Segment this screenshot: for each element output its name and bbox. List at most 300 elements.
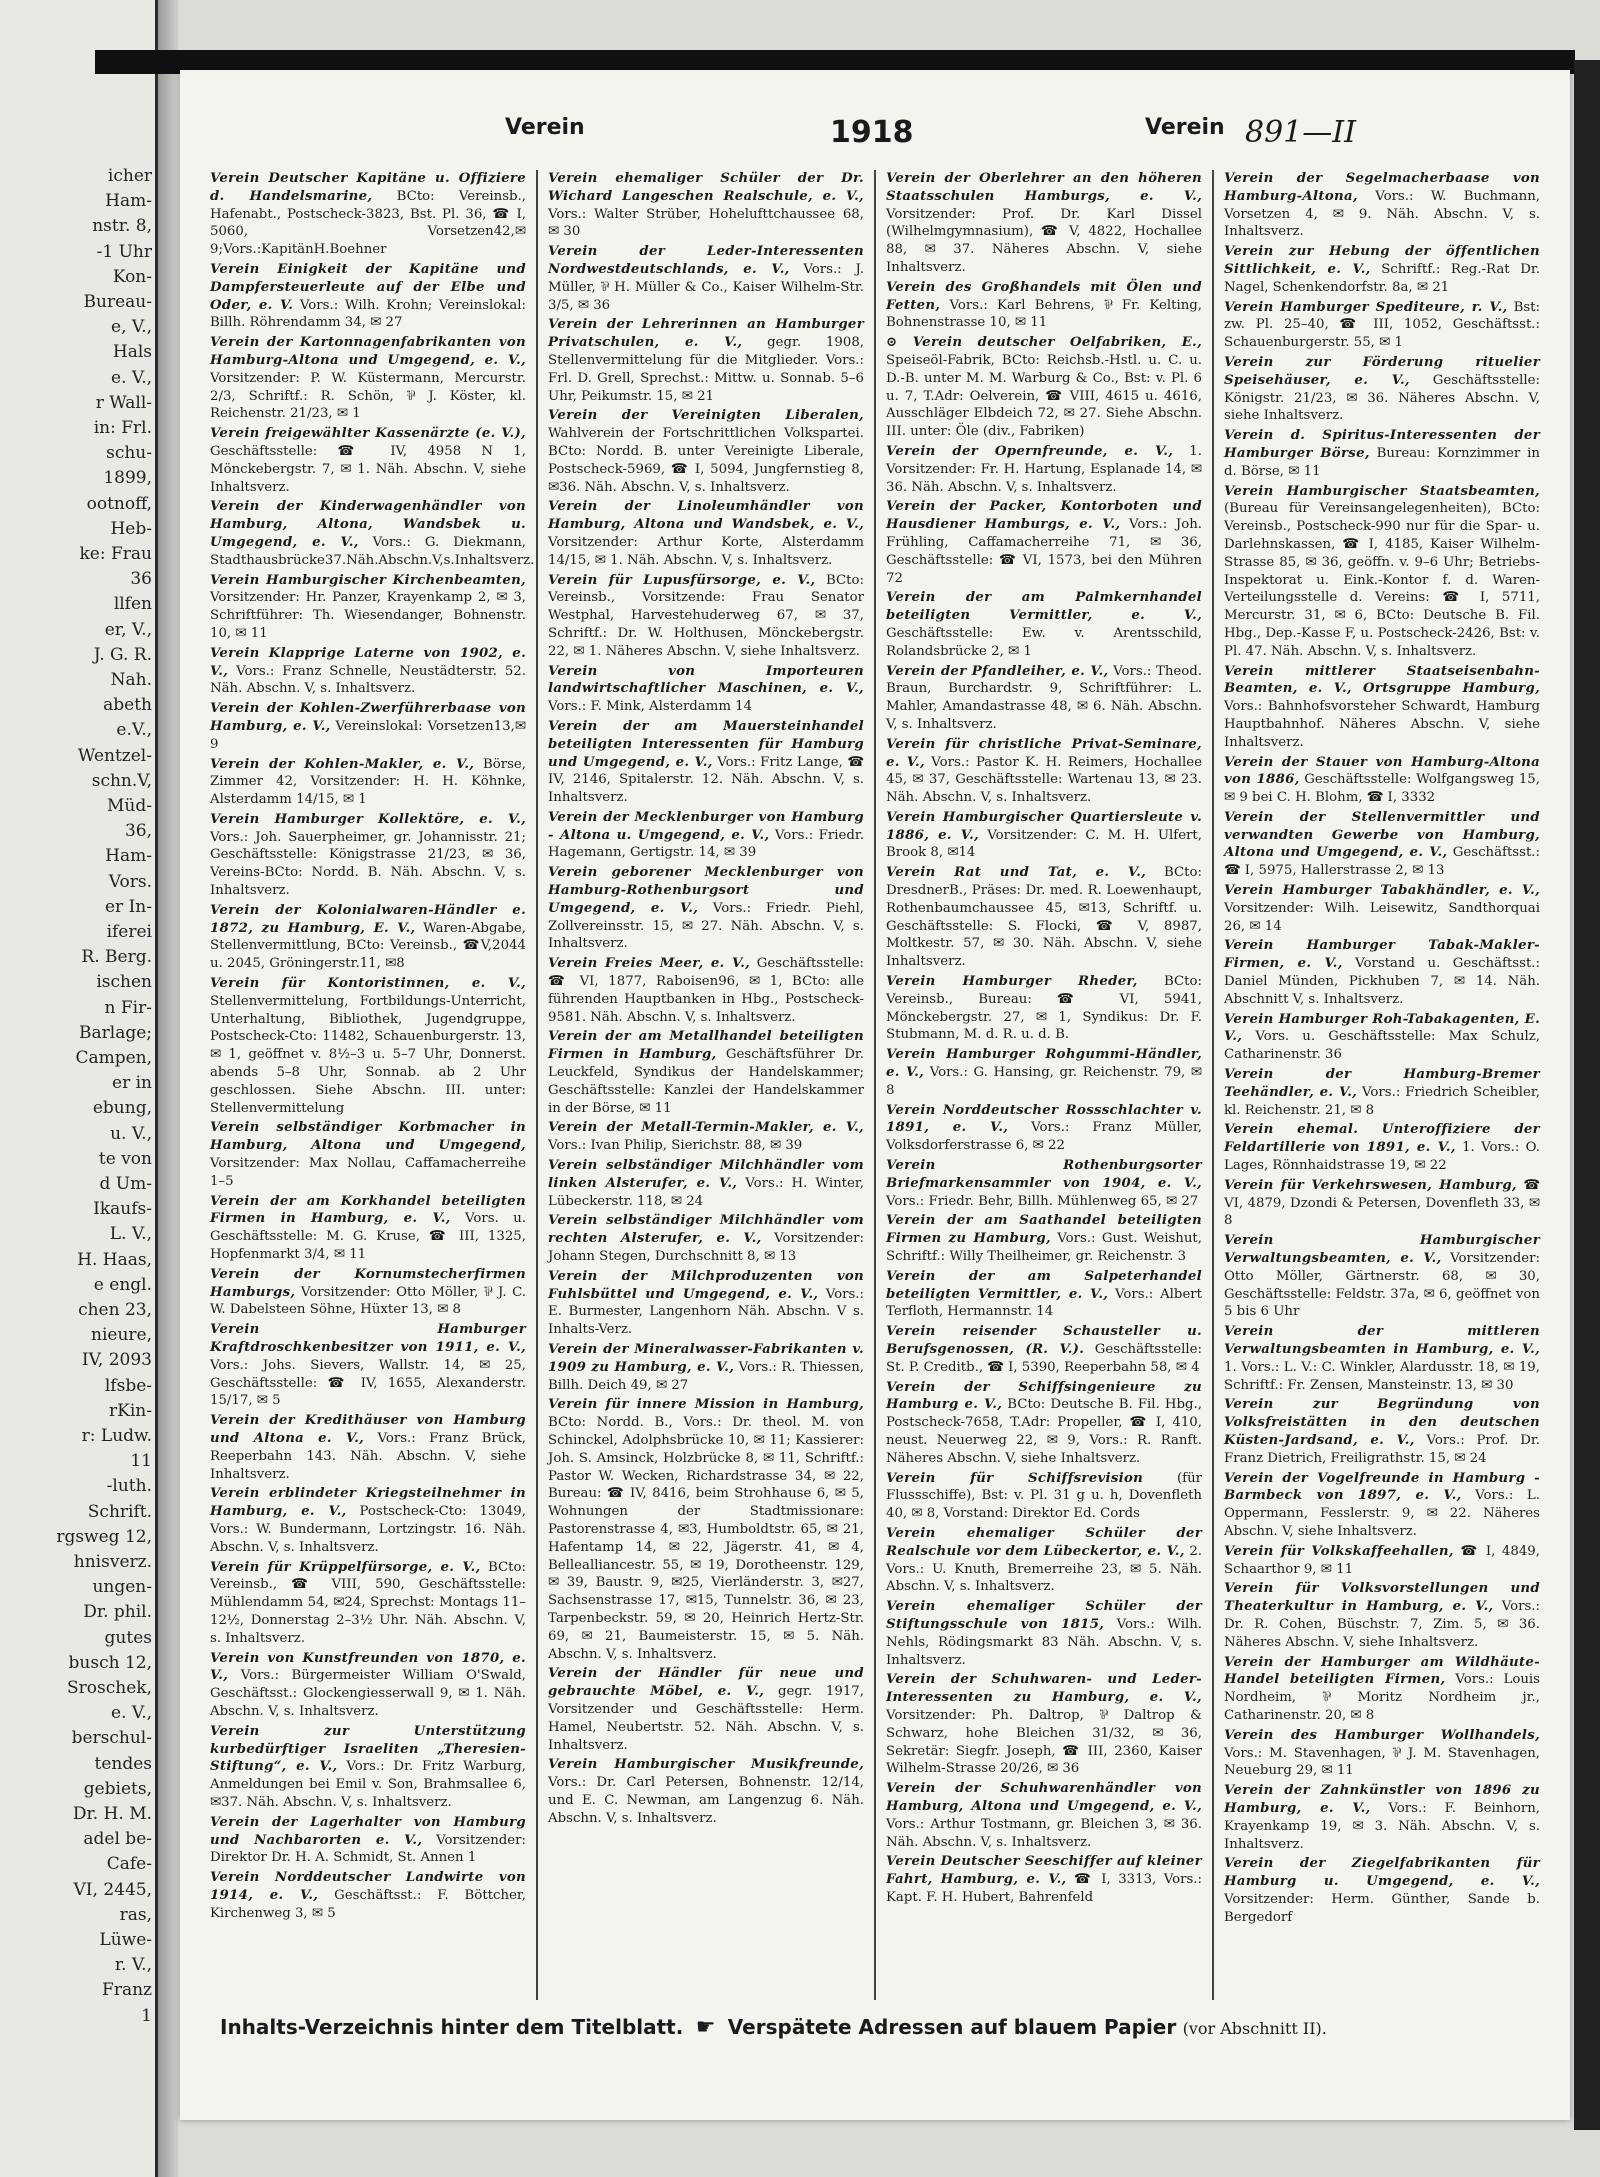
gutter-fragment: adel be- <box>83 1829 152 1850</box>
entry-details: Bureau: Kornzimmer in d. Börse, ✉ 11 <box>1224 445 1540 479</box>
entry-heading: Verein für christliche Privat-Seminare, e. V., <box>886 736 1202 770</box>
entry-details: Bst: zw. Pl. 25–40, ☎ III, 1052, Geschäftsst.: Schauenburgerstr. 55, ✉ 1 <box>1224 299 1540 351</box>
directory-entry <box>886 1470 1202 1523</box>
running-head-year: 1918 <box>830 115 914 150</box>
directory-page <box>180 70 1570 2120</box>
entry-heading: Verein Deutscher Kapitäne u. Offiziere d. Handelsmarine, <box>210 171 526 204</box>
entry-details: Vorsitzender: Wilh. Leisewitz, Sandthorquai 26, ✉ 14 <box>1224 900 1540 934</box>
entry-details: Vorsitzender: Otto Möller, Gärtnerstr. 68, ✉ 30, Geschäftsstelle: Feldstr. 37a, ✉ 6, geöffnet von 5 bis 6 Uhr <box>1224 1251 1540 1320</box>
directory-entry <box>886 443 1202 496</box>
gutter-fragment: u. V., <box>110 1123 152 1144</box>
gutter-fragment: Campen, <box>75 1048 152 1068</box>
entry-heading: Verein selbständiger Milchhändler vom linken Alsterufer, e. V., <box>548 1158 864 1191</box>
entry-details: Vors.: Theod. Braun, Burchardstr. 9, Schriftführer: L. Mahler, Amandastrasse 48, ✉ 6. Näh. Abschn. V, s. Inhaltsverz. <box>886 663 1203 732</box>
entry-heading: Verein Hamburger Rheder, <box>886 974 1138 990</box>
gutter-fragment: schn.V, <box>91 770 152 791</box>
directory-entry <box>548 407 864 496</box>
entry-details: Speiseöl-Fabrik, BCto: Reichsb.-Hstl. u. C. u. D.-B. unter M. M. Warburg & Co., Bst: v. Pl. 6 u. 7, T.Adr: Oelverein, ☎ VIII, 4615 u. 4616, Ausschläger Elbdeich 72, ✉ 27. Siehe Abschn. III. unter: Öle (div., Fabriken) <box>886 352 1202 440</box>
gutter-fragment: er, V., <box>104 619 152 640</box>
gutter-fragment: r Wall- <box>95 392 152 413</box>
gutter-fragment: 1 <box>141 2005 152 2026</box>
entry-heading: Verein Hamburger Kollektöre, e. V., <box>210 811 526 827</box>
directory-entry <box>210 1321 526 1410</box>
entry-heading: Verein Hamburger Tabakhändler, e. V., <box>1224 883 1540 899</box>
gutter-fragment: Lüwe- <box>99 1930 152 1950</box>
directory-entry <box>886 1102 1202 1155</box>
entry-details: ☎ I, 3313, Vors.: Kapt. F. H. Hubert, Bahrenfeld <box>886 1872 1203 1905</box>
entry-details: Geschäftsst.: ☎ I, 5975, Hallerstrasse 2, ✉ 13 <box>1224 845 1540 879</box>
entry-heading: Verein der am Salpeterhandel beteiligten Vermittler, e. V., <box>886 1268 1202 1302</box>
entry-details: Vors. u. Geschäftsstelle: Max Schulz, Catharinenstr. 36 <box>1224 1029 1540 1063</box>
page-footer <box>220 2015 1520 2055</box>
entry-details: BCto: Vereinsb., Vorsitzende: Frau Senator Westphal, Harvestehuderweg 67, ✉ 37, Schriftf.: Dr. W. Holthusen, Mönckebergstr. 22, ✉ 1. Näheres Abschn. V, siehe Inhaltsverz. <box>548 572 864 659</box>
entry-heading: Verein zur Hebung der öffentlichen Sittlichkeit, e. V., <box>1224 244 1540 277</box>
entry-details: 2. Vors.: U. Knuth, Bremerreihe 23, ✉ 5. Näh. Abschn. V, s. Inhaltsverz. <box>886 1543 1202 1595</box>
gutter-fragment: llfen <box>113 594 152 615</box>
entry-details: Vors.: Friedrich Scheibler, kl. Reichenstr. 21, ✉ 8 <box>1224 1084 1541 1118</box>
entry-details: Geschäftsstelle: Ew. v. Arentsschild, Rolandsbrücke 2, ✉ 1 <box>886 625 1202 659</box>
entry-heading: Verein ehemal. Unteroffiziere der Feldartillerie von 1891, e. V., <box>1224 1122 1540 1156</box>
entry-details: Vors.: Wilh. Krohn; Vereinslokal: Billh. Röhrendamm 34, ✉ 27 <box>210 297 526 331</box>
entry-details: Vors.: Franz Müller, Volksdorferstrasse 6, ✉ 22 <box>886 1120 1202 1154</box>
entry-heading: Verein Hamburgischer Staatsbeamten, <box>1224 483 1540 499</box>
entry-heading: Verein der Packer, Kontorboten und Hausdiener Hamburgs, e. V., <box>886 499 1202 533</box>
entry-details: BCto: Deutsche B. Fil. Hbg., Postscheck-7658, T.Adr: Propeller, ☎ I, 410, neust. Neuerweg 22, ✉ 9, Vors.: R. Ranft. Näheres Abschn. V, siehe Inhaltsverz. <box>886 1397 1202 1466</box>
directory-entry <box>886 1598 1202 1669</box>
directory-entry <box>1224 1066 1540 1119</box>
gutter-fragment: d Um- <box>99 1174 152 1194</box>
entry-details: Vors.: E. Burmester, Langenhorn Näh. Abschn. V s. Inhalts-Verz. <box>548 1286 864 1338</box>
entry-heading: Verein der Schiffsingenieure zu Hamburg e. V., <box>886 1379 1202 1413</box>
entry-heading: Verein der Vogelfreunde in Hamburg - Barmbeck von 1897, e. V., <box>1224 1470 1540 1504</box>
entry-heading: Verein d. Spiritus-Interessenten der Hamburger Börse, <box>1224 428 1540 461</box>
entry-heading: Verein der Mineralwasser-Fabrikanten v. 1909 zu Hamburg, e. V., <box>548 1342 864 1375</box>
entry-heading: Verein der Kinderwagenhändler von Hamburg, Altona, Wandsbek u. Umgegend, e. V., <box>210 499 526 550</box>
gutter-fragment: in: Frl. <box>93 418 152 438</box>
directory-entry <box>1224 663 1540 752</box>
directory-entry <box>210 1650 526 1721</box>
entry-details: 1. Vors.: O. Lages, Rönnhaidstrasse 19, ✉ 22 <box>1224 1140 1540 1174</box>
entry-details: Vorsitzender: Herm. Günther, Sande b. Bergedorf <box>1224 1891 1540 1925</box>
gutter-fragment: chen 23, <box>78 1300 152 1320</box>
gutter-fragment: e. V., <box>111 1703 152 1724</box>
entry-details: Vorsitzender: P. W. Küstermann, Mercurstr. 2/3, Schriftf.: R. Schön, ⅌ J. Köster, kl. Reichenstr. 21/23, ✉ 1 <box>210 370 526 422</box>
entry-heading: Verein für Volksvorstellungen und Theaterkultur in Hamburg, e. V., <box>1224 1581 1540 1615</box>
entry-details: Vors.: H. Winter, Lübeckerstr. 118, ✉ 24 <box>548 1175 864 1209</box>
directory-entry <box>548 1212 864 1265</box>
gutter-fragment: -1 Uhr <box>96 241 152 262</box>
directory-entry <box>1224 243 1540 296</box>
gutter-fragment: er in <box>112 1073 152 1094</box>
footer-late-addresses-note: Verspätete Adressen auf blauem Papier <box>727 2015 1177 2039</box>
entry-details: Vorsitzender: Johann Stegen, Durchschnitt 8, ✉ 13 <box>548 1231 864 1265</box>
entry-heading: Verein für Krüppelfürsorge, e. V., <box>210 1559 481 1575</box>
gutter-fragment: Dr. phil. <box>83 1602 152 1623</box>
directory-entry <box>1224 1121 1540 1174</box>
entry-details: Geschäftsführer Dr. Leuckfeld, Syndikus der Handelskammer; Geschäftsstelle: Kanzlei der Handelskammer in der Börse, ✉ 11 <box>548 1047 864 1116</box>
gutter-fragment: ebung, <box>92 1098 152 1119</box>
gutter-fragment: L. V., <box>109 1224 152 1245</box>
directory-entry <box>1224 1580 1540 1651</box>
entry-details: Vors.: Karl Behrens, ⅌ Fr. Kelting, Bohnenstrasse 10, ✉ 11 <box>886 297 1203 331</box>
entry-heading: Verein der am Mauersteinhandel beteiligten Interessenten für Hamburg und Umgegend, e. V., <box>548 718 864 770</box>
directory-entry <box>1224 754 1540 807</box>
gutter-fragment: Cafe- <box>106 1854 152 1875</box>
entry-details: Vors.: G. Hansing, gr. Reichenstr. 79, ✉ 8 <box>886 1065 1202 1098</box>
directory-entry <box>210 975 526 1117</box>
directory-entry <box>210 1119 526 1190</box>
entry-heading: Verein Norddeutscher Landwirte von 1914, e. V., <box>210 1870 526 1903</box>
gutter-fragment: H. Haas, <box>77 1249 152 1270</box>
entry-heading: Verein für Schiffsrevision <box>886 1470 1144 1486</box>
entry-details: Vors.: Joh. Frühling, Caffamacherreihe 71, ✉ 36, Geschäftsstelle: ☎ VI, 1573, bei den Mühren 72 <box>886 517 1202 586</box>
running-head-left: Verein <box>505 115 585 140</box>
entry-heading: Verein der Opernfreunde, e. V., <box>886 443 1174 459</box>
entry-heading: Verein ehemaliger Schüler der Dr. Wichard Langeschen Realschule, e. V., <box>548 171 864 204</box>
directory-entry <box>1224 1543 1540 1579</box>
entry-details: Vors.: W. Buchmann, Vorsetzen 4, ✉ 9. Näh. Abschn. V, s. Inhaltsverz. <box>1224 188 1540 240</box>
entry-heading: Verein der am Palmkernhandel beteiligten Vermittler, e. V., <box>886 590 1202 624</box>
entry-details: BCto: Vereinsb., ☎ VIII, 590, Geschäftsstelle: Mühlendamm 54, ✉24, Sprechst: Montags 11–12½, Donnerstag 2–3½ Uhr. Näh. Abschn. V, s. Inhaltsverz. <box>210 1559 526 1646</box>
gutter-fragment: Vors. <box>108 871 152 892</box>
entry-details: Geschäftsstelle: Wolfgangsweg 15, ✉ 9 bei C. H. Blohm, ☎ I, 3332 <box>1224 772 1540 806</box>
directory-entry <box>886 170 1202 277</box>
directory-entry <box>1224 1011 1540 1064</box>
directory-entry <box>548 663 864 716</box>
entry-heading: Verein Deutscher Seeschiffer auf kleiner Fahrt, Hamburg, e. V., <box>886 1854 1202 1888</box>
directory-entry <box>210 1485 526 1556</box>
directory-entry <box>1224 1855 1540 1926</box>
footer-section-ref: (vor Abschnitt II). <box>1182 2019 1327 2038</box>
gutter-fragment: nieure, <box>91 1325 152 1346</box>
directory-entry <box>1224 354 1540 425</box>
directory-entry <box>886 1780 1202 1851</box>
entry-details: Vors.: M. Stavenhagen, ⅌ J. M. Stavenhagen, Neueburg 29, ✉ 11 <box>1224 1745 1540 1779</box>
directory-entry <box>886 1853 1202 1906</box>
entry-details: Vorsitzender: Otto Möller, ⅌ J. C. W. Dabelsteen Söhne, Hüxter 13, ✉ 8 <box>210 1284 526 1318</box>
column-3 <box>876 170 1214 2000</box>
gutter-fragment: 36 <box>130 569 152 590</box>
gutter-fragment: Nah. <box>110 670 152 690</box>
entry-heading: Verein selbständiger Korbmacher in Hamburg, Altona und Umgegend, <box>210 1120 526 1154</box>
entry-heading: Verein zur Unterstützung kurbedürftiger Israeliten „Theresien-Stiftung“, e. V., <box>210 1723 526 1775</box>
entry-heading: Verein geborener Mecklenburger von Hamburg-Rothenburgsort und Umgegend, e. V., <box>548 865 864 916</box>
entry-details: Geschäftsstelle: ☎ VI, 1877, Raboisen96, ✉ 1, BCto: alle führenden Hauptbanken in Hbg., Postscheck-9581. Näh. Abschn. V, s. Inhaltsverz. <box>548 956 865 1025</box>
gutter-fragment: lfsbe- <box>104 1375 152 1396</box>
directory-entry <box>1224 882 1540 935</box>
entry-details: Vors.: F. Mink, Alsterdamm 14 <box>548 699 753 715</box>
column-1 <box>200 170 538 2000</box>
entry-details: Vors.: Pastor K. H. Reimers, Hochallee 45, ✉ 37, Geschäftsstelle: Wartenau 13, ✉ 23. Näh. Abschn. V, s. Inhaltsverz. <box>886 754 1202 806</box>
entry-heading: Verein Norddeutscher Rossschlachter v. 1891, e. V., <box>886 1102 1202 1136</box>
gutter-fragment: rKin- <box>109 1400 152 1421</box>
directory-entry <box>210 902 526 973</box>
entry-heading: Verein der Lehrerinnen an Hamburger Privatschulen, e. V., <box>548 317 864 351</box>
entry-heading: Verein der Hamburger am Wildhäute-Handel beteiligten Firmen, <box>1224 1654 1540 1688</box>
gutter-fragment: icher <box>107 166 152 186</box>
directory-entry <box>1224 299 1540 352</box>
entry-details: ☎ I, 4849, Schaarthor 9, ✉ 11 <box>1224 1543 1540 1577</box>
directory-entry <box>548 864 864 953</box>
gutter-fragment: ras, <box>119 1904 152 1925</box>
directory-entry <box>1224 170 1540 241</box>
directory-entry <box>886 1323 1202 1376</box>
directory-entry <box>1224 1727 1540 1780</box>
directory-entry <box>210 700 526 753</box>
directory-entry <box>886 279 1202 332</box>
directory-entry <box>210 756 526 809</box>
gutter-fragment: hnisverz. <box>73 1552 152 1572</box>
directory-entry <box>210 645 526 698</box>
directory-entry <box>210 261 526 332</box>
entry-heading: Verein reisender Schausteller u. Berufsgenossen, (R. V.). <box>886 1324 1202 1357</box>
entry-heading: Verein zur Förderung rituelier Speisehäuser, e. V., <box>1224 354 1540 388</box>
entry-details: Vors.: G. Diekmann, Stadthausbrücke37.Näh.Abschn.V,s.Inhaltsverz. <box>210 534 535 568</box>
entry-details: Vors.: Dr. Carl Petersen, Bohnenstr. 12/14, und E. C. Newman, am Langenzug 6. Näh. Abschn. V, s. Inhaltsverz. <box>548 1775 864 1826</box>
directory-entry <box>886 498 1202 587</box>
gutter-fragment: Franz <box>102 1980 152 2001</box>
directory-entry <box>548 170 864 241</box>
entry-heading: Verein der Schuhwarenhändler von Hamburg, Altona und Umgegend, e. V., <box>886 1781 1202 1814</box>
directory-entry <box>886 1212 1202 1265</box>
directory-entry <box>210 1723 526 1812</box>
gutter-fragment: r. V., <box>114 1955 152 1976</box>
entry-heading: Verein Hamburger Spediteure, r. V., <box>1224 299 1508 315</box>
entry-heading: Verein von Importeuren landwirtschaftlicher Maschinen, e. V., <box>548 663 864 697</box>
gutter-fragment: ke: Frau <box>79 544 152 564</box>
gutter-fragment: Sroschek, <box>67 1678 152 1698</box>
entry-heading: Verein der Kohlen-Makler, e. V., <box>210 756 475 772</box>
gutter-fragment: nstr. 8, <box>92 216 152 237</box>
entry-heading: Verein ehemaliger Schüler der Stiftungsschule von 1815, <box>886 1599 1202 1632</box>
entry-details: Vors.: Prof. Dr. Franz Dietrich, Freiligrathstr. 15, ✉ 24 <box>1224 1432 1540 1466</box>
entry-details: Vors.: R. Thiessen, Billh. Deich 49, ✉ 27 <box>548 1359 864 1393</box>
directory-entry <box>548 1756 864 1827</box>
entry-details: Vors.: Friedr. Behr, Billh. Mühlenweg 65, ✉ 27 <box>886 1193 1199 1209</box>
gutter-fragment: schu- <box>106 443 152 464</box>
entry-heading: Verein Hamburgischer Kirchenbeamten, <box>210 572 526 588</box>
column-2 <box>538 170 876 2000</box>
entry-heading: Verein zur Begründung von Volksfreistätten in den deutschen Küsten-Jardsand, e. V., <box>1224 1397 1540 1448</box>
entry-heading: Verein der Kredithäuser von Hamburg und Altona e. V., <box>210 1413 526 1446</box>
entry-details: Vorsitzender: Prof. Dr. Karl Dissel (Wilhelmgymnasium), ☎ V, 4822, Hochallee 88, ✉ 37. Näheres Abschn. V, siehe Inhaltsverz. <box>886 206 1202 275</box>
entry-heading: Verein der Metall-Termin-Makler, e. V., <box>548 1120 864 1136</box>
entry-details: BCto: Vereinsb., Hafenabt., Postscheck-3823, Bst. Pl. 36, ☎ I, 5060, Vorsetzen42,✉9;Vors.:KapitänH.Boehner <box>210 188 526 258</box>
entry-heading: Verein mittlerer Staatseisenbahn-Beamten, e. V., Ortsgruppe Hamburg, <box>1224 663 1540 697</box>
pointing-hand-icon: ☛ <box>695 2015 716 2040</box>
entry-details: Vors.: Dr. Fritz Warburg, Anmeldungen bei Emil v. Son, Brahmsallee 6, ✉37. Näh. Abschn. V, s. Inhaltsverz. <box>210 1759 527 1810</box>
directory-entry <box>1224 427 1540 480</box>
directory-entry <box>548 1119 864 1155</box>
entry-details: Vorsitzender: Hr. Panzer, Krayenkamp 2, ✉ 3, Schriftführer: Th. Wiesendanger, Bohnenstr. 10, ✉ 11 <box>210 590 526 641</box>
entry-heading: Verein Hamburgischer Verwaltungsbeamten, e. V., <box>1224 1233 1540 1267</box>
entry-details: Geschäftsstelle: Königstr. 21/23, ✉ 36. Näheres Abschn. V, siehe Inhaltsverz. <box>1224 372 1540 424</box>
gutter-fragment: J. G. R. <box>93 644 152 665</box>
footer-index-note: Inhalts-Verzeichnis hinter dem Titelblatt. <box>220 2015 684 2039</box>
entry-heading: Verein des Großhandels mit Ölen und Fetten, <box>886 279 1202 313</box>
gutter-fragment: e, V., <box>111 317 152 338</box>
entry-details: Vors.: Dr. R. Cohen, Büschstr. 7, Zim. 5, ✉ 36. Näheres Abschn. V, siehe Inhaltsverz. <box>1224 1599 1540 1650</box>
entry-details: Vors.: Friedr. Piehl, Zollvereinsstr. 15, ✉ 27. Näh. Abschn. V, s. Inhaltsverz. <box>548 900 864 952</box>
entry-details: Vors.: Ivan Philip, Sierichstr. 88, ✉ 39 <box>548 1138 803 1154</box>
entry-details: Vors.: Arthur Tostmann, gr. Bleichen 3, ✉ 36. Näh. Abschn. V, s. Inhaltsverz. <box>886 1816 1202 1850</box>
directory-entry <box>886 1157 1202 1210</box>
gutter-fragment: gebiets, <box>83 1778 152 1799</box>
entry-details: gegr. 1908, Stellenvermittelung für die Mitglieder. Vors.: Frl. D. Grell, Sprechst.: Mittw. u. Sonnab. 5–6 Uhr, Peikumstr. 15, ✉ 21 <box>548 335 865 404</box>
gutter-fragment: ootnoff, <box>86 493 152 514</box>
directory-entry <box>886 1525 1202 1596</box>
gutter-fragment: Müd- <box>107 796 152 816</box>
entry-details: Vorsitzender: Direktor Dr. H. A. Schmidt, St. Annen 1 <box>210 1832 526 1866</box>
entry-details: BCto: Vereinsb., Bureau: ☎ VI, 5941, Mönckebergstr. 27, ✉ 1, Syndikus: Dr. F. Stubmann, M. d. R. u. d. B. <box>886 974 1202 1043</box>
gutter-fragment: -luth. <box>106 1476 152 1497</box>
directory-entry <box>886 973 1202 1044</box>
entry-heading: Verein der Lagerhalter von Hamburg und Nachbarorten e. V., <box>210 1814 526 1848</box>
entry-heading: Verein des Hamburger Wollhandels, <box>1224 1727 1540 1743</box>
entry-details: Geschäftsstelle: St. P. Creditb., ☎ I, 5390, Reeperbahn 58, ✉ 4 <box>886 1342 1202 1375</box>
entry-heading: Verein Hamburger Roh-Tabakagenten, E. V., <box>1224 1011 1540 1045</box>
entry-heading: Verein der Stellenvermittler und verwandten Gewerbe von Hamburg, Altona und Umgegend, e. V., <box>1224 809 1540 861</box>
scan-right-edge <box>1574 60 1600 2130</box>
entry-details: Vors.: F. Beinhorn, Krayenkamp 19, ✉ 3. Näh. Abschn. V, s. Inhaltsverz. <box>1224 1800 1540 1852</box>
gutter-fragment: Kon- <box>112 266 152 287</box>
gutter-fragment: 36, <box>124 821 152 842</box>
entry-details: Vors.: Gust. Weishut, Schriftf.: Willy Theilheimer, gr. Reichenstr. 3 <box>886 1231 1202 1265</box>
entry-details: Vors.: Franz Brück, Reeperbahn 143. Näh. Abschn. V, siehe Inhaltsverz. <box>210 1430 526 1482</box>
running-head-right: Verein <box>1145 115 1225 140</box>
directory-entry <box>210 334 526 423</box>
entry-details: gegr. 1917, Vorsitzender und Geschäftsstelle: Herm. Hamel, Neubertstr. 52. Näh. Abschn. V, s. Inhaltsverz. <box>548 1684 864 1753</box>
entry-details: Vors.: L. Oppermann, Fesslerstr. 9, ✉ 22. Näheres Abschn. V, siehe Inhaltsverz. <box>1224 1488 1540 1539</box>
entry-heading: Verein Hamburger Rohgummi-Händler, e. V., <box>886 1047 1202 1081</box>
entry-details: Vorstand u. Geschäftsst.: Daniel Münden, Pickhuben 7, ✉ 14. Näh. Abschnitt V, s. Inhaltsverz. <box>1224 956 1541 1007</box>
entry-heading: Verein Einigkeit der Kapitäne und Dampfersteuerleute auf der Elbe und Oder, e. V. <box>210 261 526 313</box>
directory-entry <box>886 663 1202 734</box>
gutter-fragment: IV, 2093 <box>81 1350 152 1371</box>
gutter-fragment: Heb- <box>110 518 152 539</box>
gutter-fragment: berschul- <box>71 1728 152 1749</box>
gutter-fragment: rgsweg 12, <box>56 1526 152 1547</box>
directory-entry <box>548 572 864 661</box>
entry-heading: Verein Rothenburgsorter Briefmarkensammler von 1904, e. V., <box>886 1158 1202 1191</box>
entry-heading: Verein der Kolonialwaren-Händler e. 1872, zu Hamburg, E. V., <box>210 902 526 936</box>
directory-entry <box>210 572 526 643</box>
entry-heading: Verein der Zahnkünstler von 1896 zu Hamburg, e. V., <box>1224 1783 1540 1816</box>
gutter-fragment: iferei <box>106 922 152 942</box>
entry-heading: Verein Klapprige Laterne von 1902, e. V., <box>210 645 526 679</box>
directory-entry <box>1224 1782 1540 1853</box>
gutter-fragment: Ham- <box>105 846 152 867</box>
entry-heading: Verein Hamburgischer Quartiersleute v. 1886, e. V., <box>886 809 1202 843</box>
page-header <box>180 115 1570 155</box>
gutter-fragment: te von <box>98 1148 152 1169</box>
entry-heading: Verein für Lupusfürsorge, e. V., <box>548 572 816 588</box>
entry-details: BCto: Nordd. B., Vors.: Dr. theol. M. von Schinckel, Adolphsbrücke 10, ✉ 11; Kassierer: Joh. S. Amsinck, Holzbrücke 8, ✉ 11, Schriftf.: Pastor W. Wecken, Richardstrasse 34, ✉ 22, Bureau: ☎ IV, 8416, beim Strohhause 6, ✉ 5, Wohnungen der Stadtmissionare: Pastorenstrasse 4, ✉3, Humboldtstr. 65, ✉ 21, Hafentamp 14, ✉ 22, Jägerstr. 41, ✉ 4, Bellealliancestr. 55, ✉ 19, Dorotheenstr. 129, ✉ 39, Baustr. 9, ✉25, Vierländerstr. 3, ✉27, Sachsenstrasse 17, ✉15, Tunnelstr. 36, ✉ 23, Tarpenbeckstr. 59, ✉ 20, Heinrich Hertz-Str. 69, ✉ 21, Baumeisterstr. 15, ✉ 5. Näh. Abschn. V, s. Inhaltsverz. <box>548 1415 864 1662</box>
directory-entry <box>1224 1654 1540 1725</box>
directory-entry <box>886 334 1202 441</box>
entry-heading: Verein Freies Meer, e. V., <box>548 956 751 972</box>
entry-details: Postscheck-Cto: 13049, Vors.: W. Bundermann, Lortzingstr. 16. Näh. Abschn. V, s. Inhaltsverz. <box>210 1504 526 1555</box>
gutter-fragment: e.V., <box>116 720 152 741</box>
entry-details: BCto: DresdnerB., Präses: Dr. med. R. Loewenhaupt, Rothenbaumchaussee 45, ✉13, Schriftf. u. Geschäftsstelle: S. Flocki, ☎ V, 8987, Moltkestr. 57, ✉ 30. Näh. Abschn. V, siehe Inhaltsverz. <box>886 865 1202 970</box>
directory-entry <box>210 1412 526 1483</box>
gutter-fragment: r: Ludw. <box>81 1426 152 1446</box>
entry-heading: Verein selbständiger Milchhändler vom rechten Alsterufer, e. V., <box>548 1213 864 1247</box>
entry-heading: Verein der Schuhwaren- und Leder-Interessenten zu Hamburg, e. V., <box>886 1672 1202 1706</box>
directory-entry <box>886 864 1202 971</box>
gutter-fragment: Bureau- <box>83 292 152 312</box>
entry-details: Wahlverein der Fortschrittlichen Volkspartei. BCto: Nordd. B. unter Vereinigte Liberale, Postscheck-5969, ☎ I, 5094, Jungfernstieg 8, ✉36. Näh. Abschn. V, s. Inhaltsverz. <box>548 426 864 495</box>
directory-entry <box>548 1157 864 1210</box>
column-4 <box>1214 170 1550 2000</box>
entry-columns <box>200 170 1550 2000</box>
entry-heading: Verein der Pfandleiher, e. V., <box>886 663 1109 679</box>
directory-entry <box>1224 1396 1540 1467</box>
directory-entry <box>886 1671 1202 1778</box>
gutter-fragment: 1899, <box>103 468 152 489</box>
directory-entry <box>886 809 1202 862</box>
directory-entry <box>1224 483 1540 661</box>
directory-entry <box>548 718 864 807</box>
entry-heading: Verein für Volkskaffeehallen, <box>1224 1543 1454 1559</box>
entry-details: Vors. u. Geschäftsstelle: M. G. Kruse, ☎ III, 1325, Hopfenmarkt 3/4, ✉ 11 <box>210 1211 526 1263</box>
entry-details: (Bureau für Vereinsangelegenheiten), BCto: Vereinsb., Postscheck-990 nur für die Spar- u. Darlehnskassen, ☎ I, 4185, Kaiser Wilhelm-Strasse 85, ✉ 36, geöffn. v. 9–6 Uhr; Betriebs-Inspektorat u. Eink.-Kontor f. d. Waren-Verteilungsstelle d. Vereins: ☎ I, 5711, Mercurstr. 31, ✉ 6, BCto: Deutsche B. Fil. Hbg., Dep.-Kasse F, u. Postscheck-2426, Bst: v. Pl. 47. Näh. Abschn. V, s. Inhaltsverz. <box>1224 501 1540 659</box>
entry-details: (für Flussschiffe), Bst: v. Pl. 31 g u. h, Dovenfleth 40, ✉ 8, Vorstand: Direktor Ed. Cords <box>886 1470 1202 1522</box>
entry-heading: Verein für innere Mission in Hamburg, <box>548 1397 864 1413</box>
directory-entry <box>548 1028 864 1117</box>
entry-heading: Verein der Ziegelfabrikanten für Hamburg u. Umgegend, e. V., <box>1224 1856 1540 1890</box>
page-number: 891—II <box>1245 115 1356 150</box>
entry-heading: Verein der mittleren Verwaltungsbeamten in Hamburg, e. V., <box>1224 1324 1540 1357</box>
gutter-fragment: R. Berg. <box>81 947 152 968</box>
entry-details: Vorsitzender: Ph. Daltrop, ⅌ Daltrop & Schwarz, hohe Bleichen 31/32, ✉ 36, Sekretär: Siegfr. Joseph, ☎ III, 2360, Kaiser Wilhelm-Strasse 20/26, ✉ 36 <box>886 1707 1202 1777</box>
directory-entry <box>548 809 864 862</box>
entry-heading: Verein erblindeter Kriegsteilnehmer in Hamburg, e. V., <box>210 1486 526 1520</box>
entry-heading: Verein der Kartonnagenfabrikanten von Hamburg-Altona und Umgegend, e. V., <box>210 335 526 368</box>
directory-entry <box>210 1266 526 1319</box>
directory-entry <box>548 243 864 314</box>
entry-details: Waren-Abgabe, Stellenvermittlung, BCto: Vereinsb., ☎V,2044 u. 2045, Gröningerstr.11, ✉8 <box>210 920 526 972</box>
directory-entry <box>548 1268 864 1339</box>
entry-heading: Verein der Kohlen-Zwerführerbaase von Hamburg, e. V., <box>210 701 526 734</box>
entry-heading: Verein der Kornumstecherfirmen Hamburgs, <box>210 1266 526 1300</box>
entry-details: Vors.: Albert Terfloth, Hermannstr. 14 <box>886 1286 1203 1320</box>
gutter-fragment: Ikaufs- <box>93 1199 152 1220</box>
directory-entry <box>548 955 864 1026</box>
gutter-fragment: abeth <box>103 695 152 716</box>
entry-heading: Verein der Linoleumhändler von Hamburg, Altona und Wandsbek, e. V., <box>548 499 864 533</box>
directory-entry <box>548 498 864 569</box>
entry-details: Vorsitzender: Arthur Korte, Alsterdamm 14/15, ✉ 1. Näh. Abschn. V, s. Inhaltsverz. <box>548 534 864 568</box>
directory-entry <box>210 1814 526 1867</box>
gutter-fragment: Schrift. <box>87 1501 152 1522</box>
entry-heading: Verein der Stauer von Hamburg-Altona von 1886, <box>1224 754 1540 788</box>
entry-details: 1. Vorsitzender: Fr. H. Hartung, Esplanade 14, ✉ 36. Näh. Abschn. V, s. Inhaltsverz. <box>886 443 1202 495</box>
gutter-fragment: Dr. H. M. <box>72 1804 152 1824</box>
directory-entry <box>1224 1323 1540 1394</box>
entry-heading: Verein der Vereinigten Liberalen, <box>548 408 864 424</box>
entry-heading: Verein der Segelmacherbaase von Hamburg-Altona, <box>1224 171 1540 204</box>
gutter-fragment: Hals <box>112 342 152 363</box>
entry-details: Vors.: Louis Nordheim, ⅌ Moritz Nordheim jr., Catharinenstr. 20, ✉ 8 <box>1224 1672 1540 1723</box>
entry-details: Schriftf.: Reg.-Rat Dr. Nagel, Schenkendorfstr. 8a, ✉ 21 <box>1224 261 1540 295</box>
entry-heading: Verein der Milchproduzenten von Fuhlsbüttel und Umgegend, e. V., <box>548 1268 864 1302</box>
entry-details: Geschäftsstelle: ☎ IV, 4958 N 1, Mönckebergstr. 7, ✉ 1. Näh. Abschn. V, siehe Inhaltsverz. <box>210 443 526 495</box>
directory-entry <box>1224 809 1540 880</box>
entry-details: 1. Vors.: L. V.: C. Winkler, Alardusstr. 18, ✉ 19, Schriftf.: Fr. Zensen, Mansteinstr. 13, ✉ 30 <box>1224 1359 1540 1393</box>
directory-entry <box>1224 1177 1540 1230</box>
directory-entry <box>210 498 535 569</box>
